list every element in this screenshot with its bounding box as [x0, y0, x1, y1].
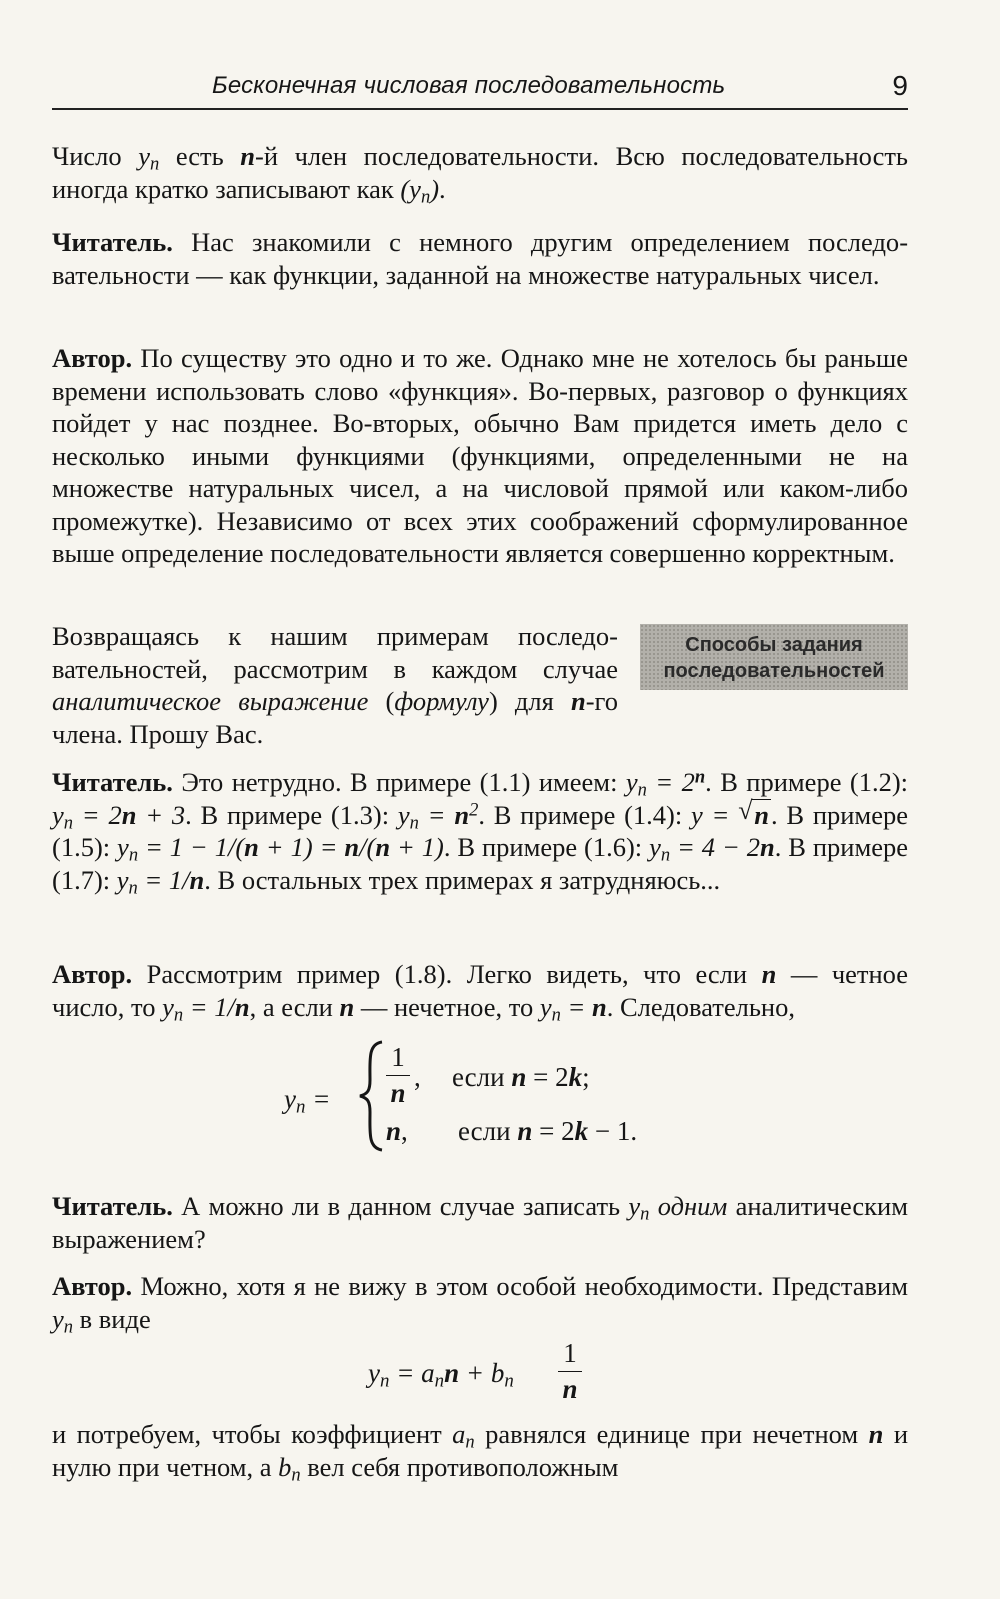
fraction-one-over-n: 1 n	[386, 1042, 410, 1109]
margin-note-line2: последовательностей	[663, 660, 885, 682]
piecewise-lhs: $y_n$ =	[284, 1084, 331, 1118]
margin-note-box	[640, 624, 908, 690]
page-number: 9	[892, 70, 908, 101]
paragraph-reader-2: Читатель. Это нетрудно. В примере (1.1) имеем: $y_n = 2^n$. В примере (1.2): $y_n = 2n + 3$. В примере (1.3): $y_n = n^2$. В примере (1.4): y = √ n. В примере (1.5): $y_n = 1 - 1/(n + 1) = n/(n + 1)$. В примере (1.6): $y_n = 4 - 2n$. В примере (1.7): $y_n = 1/n$. В остальных трех примерах я затрудняюсь...	[52, 766, 909, 899]
formula-example-6: $y_n = 4 - 2n$	[649, 832, 775, 866]
paragraph-author-1: Автор. По существу это одно и то же. Однако мне не хотелось бы раньше времени использовать слово «функция». Во-первых, разговор о функциях пойдет у нас позднее. Во-вторых, обычно Вам придется иметь дело с несколько иными функциями (функциями, определенными не на множестве натуральных чисел, а на числовой прямой или каком-либо промежутке). Независимо от всех этих соображений сформулированное выше определение последовательности является совершенно корректным.	[52, 343, 909, 568]
case2-condition: если n = 2k − 1.	[458, 1116, 638, 1146]
paragraph-examples-intro: Возвращаясь к нашим примерам последовательностей, рассмотрим в каждом случае аналитическое выражение (формулу) для n-го члена. Прошу Вас.	[52, 621, 619, 749]
formula-example-4: y = √ n	[691, 795, 769, 830]
margin-note-line1: Способы задания	[685, 634, 863, 656]
case1-condition: если n = 2k;	[452, 1062, 590, 1092]
paragraph-reader-1: Читатель. Нас знакомили с немного другим определением последовательности — как функции, заданной на множестве натуральных чисел.	[52, 227, 909, 290]
speaker-reader-label: Читатель.	[52, 227, 173, 257]
fraction-one-over-n-2: 1 n	[558, 1338, 582, 1405]
paragraph-reader-3: Читатель. А можно ли в данном случае записать $y_n$ одним аналитическим выражением?	[52, 1191, 909, 1254]
formula-odd-case: $y_n = n$	[539, 991, 607, 1026]
paragraph-author-2: Автор. Рассмотрим пример (1.8). Легко видеть, что если n — четное число, то $y_n = 1/n$, а если n — нечетное, то $y_n = n$. Следовательно,	[52, 959, 909, 1026]
paragraph-coefficients: и потребуем, чтобы коэффициент $a_n$ равнялся единице при нечетном n и нулю при четном, а $b_n$ вел себя противоположным	[52, 1419, 909, 1486]
running-title: Бесконечная числовая последовательность	[212, 72, 726, 99]
case2-value: n,	[386, 1116, 408, 1146]
speaker-author-label: Автор.	[52, 343, 133, 373]
formula-example-5: $y_n = 1 - 1/(n + 1) = n/(n + 1)$	[117, 832, 444, 866]
paragraph-author-3: Автор. Можно, хотя я не вижу в этом особой необходимости. Представим $y_n$ в виде	[52, 1271, 908, 1338]
formula-example-7: $y_n = 1/n$	[116, 864, 205, 899]
paragraph-sequence-notation: Число $y_n$ есть n-й член последовательности. Всю последовательность иногда кратко записывают как $(y_n)$.	[52, 141, 909, 208]
formula-example-1: $y_n = 2^n$	[625, 766, 706, 801]
book-page: Бесконечная числовая последовательность 9 Число $y_n$ есть n-й член последовательности. Всю последовательность иногда кратко записывают как $(y_n)$. Читатель. Нас знакомили с немного другим определением последовательности — как функции, заданной на множестве натуральных чисел. Автор. По существу это одно и то же. Однако мне не хотелось бы раньше времени использовать слово «функция». Во-первых, разговор о функциях пойдет у нас позднее. Во-вторых, обычно Вам придется иметь дело с несколько иными функциями (функциями, определенными не на множестве натуральных чисел, а на числовой прямой или каком-либо промежутке). Независимо от всех этих соображений сформулированное выше определение последовательности является совершенно корректным. Возвращаясь к нашим примерам последовательностей, рассмотрим в каждом случае аналитическое выражение (формулу) для n-го члена. Прошу Вас. Способы задания последовательностей Читатель. Это нетрудно. В примере (1.1) имеем: $y_n = 2^n$. В примере (1.2): $y_n = 2n + 3$. В примере (1.3): $y_n = n^2$. В примере (1.4): y = √ n. В примере (1.5): $y_n = 1 - 1/(n + 1) = n/(n + 1)$. В примере (1.6): $y_n = 4 - 2n$. В примере (1.7): $y_n = 1/n$. В остальных трех примерах я затрудняюсь... Автор. Рассмотрим пример (1.8). Легко видеть, что если n — четное число, то $y_n = 1/n$, а если n — нечетное, то $y_n = n$. Следовательно, $y_n$ = 1 n , если n = 2k; n, если n = 2k − 1. Читатель. А можно ли в данном случае записать $y_n$ одним аналитическим выражением? Автор. Можно, хотя я не вижу в этом особой необходимости. Представим $y_n$ в виде $y_n = a_nn + b_n$ 1 n и потребуем, чтобы коэффициент $a_n$ равнялся единице при нечетном n и нулю при четном, а $b_n$ вел себя противоположным	[0, 0, 1000, 1599]
formula-example-2: $y_n = 2n + 3$	[52, 799, 186, 834]
curly-brace	[356, 1040, 386, 1152]
page-header	[52, 66, 908, 110]
math-y-n: $y_n$	[138, 141, 160, 175]
formula-example-3: $y_n = n^2$	[397, 799, 479, 834]
math-n: n	[240, 141, 255, 171]
math-sequence: $(y_n)$	[400, 173, 440, 208]
formula-even-case: $y_n = 1/n$	[162, 991, 250, 1026]
